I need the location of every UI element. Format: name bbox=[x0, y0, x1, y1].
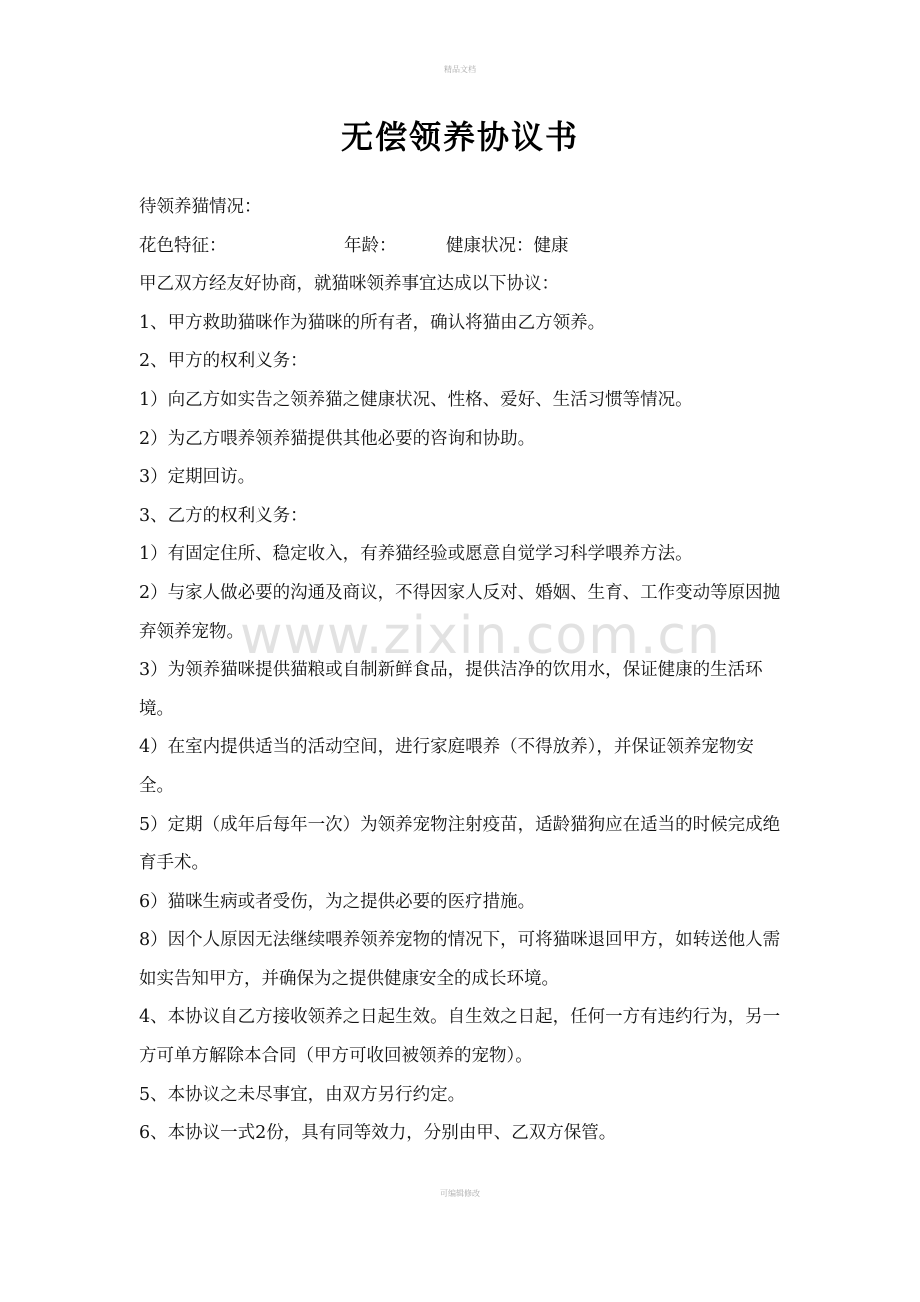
document-body bbox=[139, 188, 784, 1153]
footer-mark: 可编辑修改 bbox=[440, 1189, 480, 1198]
clause: 1）向乙方如实告之领养猫之健康状况、性格、爱好、生活习惯等情况。 bbox=[139, 389, 693, 410]
clause: 4）在室内提供适当的活动空间，进行家庭喂养（不得放养），并保证领养宠物安全。 bbox=[139, 737, 754, 796]
intro-paragraph: 甲乙双方经友好协商，就猫咪领养事宜达成以下协议： bbox=[139, 274, 559, 295]
clause: 6、本协议一式2份，具有同等效力，分别由甲、乙双方保管。 bbox=[139, 1123, 617, 1144]
header-mark: 精品文档 bbox=[444, 65, 476, 74]
clause: 2）与家人做必要的沟通及商议，不得因家人反对、婚姻、生育、工作变动等原因抛弃领养宠物。 bbox=[139, 582, 781, 642]
document-title: 无偿领养协议书 bbox=[340, 118, 579, 156]
cat-fields-row bbox=[139, 227, 784, 266]
health-label: 健康状况：健康 bbox=[446, 235, 569, 256]
age-label: 年龄： bbox=[344, 235, 397, 256]
clause: 4、本协议自乙方接收领养之日起生效。自生效之日起，任何一方有违约行为，另一方可单方解除本合同（甲方可收回被领养的宠物）。 bbox=[139, 1007, 781, 1067]
cat-info-label: 待领养猫情况： bbox=[139, 197, 262, 217]
clause: 2、甲方的权利义务： bbox=[139, 351, 308, 372]
clause: 6）猫咪生病或者受伤，为之提供必要的医疗措施。 bbox=[139, 891, 536, 912]
clause: 3）定期回访。 bbox=[139, 467, 256, 488]
clause: 5）定期（成年后每年一次）为领养宠物注射疫苗，适龄猫狗应在适当的时候完成绝育手术。 bbox=[139, 814, 781, 874]
clause: 8）因个人原因无法继续喂养领养宠物的情况下，可将猫咪退回甲方，如转送他人需如实告知甲方，并确保为之提供健康安全的成长环境。 bbox=[139, 930, 781, 989]
watermark: www.zixin.com.cn bbox=[240, 606, 721, 666]
clause: 1、甲方救助猫咪作为猫咪的所有者，确认将猫由乙方领养。 bbox=[139, 312, 606, 333]
color-label: 花色特征： bbox=[139, 235, 227, 256]
clause: 2）为乙方喂养领养猫提供其他必要的咨询和协助。 bbox=[139, 428, 536, 449]
clause: 3）为领养猫咪提供猫粮或自制新鲜食品，提供洁净的饮用水，保证健康的生活环境。 bbox=[139, 660, 763, 719]
clause: 1）有固定住所、稳定收入，有养猫经验或愿意自觉学习科学喂养方法。 bbox=[139, 544, 693, 565]
clause: 5、本协议之未尽事宜，由双方另行约定。 bbox=[139, 1084, 466, 1105]
clause: 3、乙方的权利义务： bbox=[139, 505, 308, 526]
